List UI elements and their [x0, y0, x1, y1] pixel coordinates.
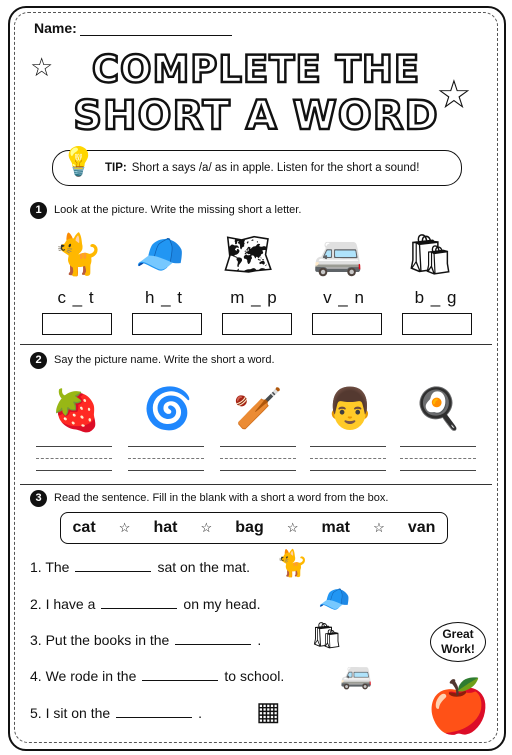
bubble-line-1: Great — [442, 627, 474, 641]
answer-box-5[interactable] — [402, 313, 472, 335]
cap-icon: 🧢 — [135, 232, 185, 277]
sentence-before: We rode in the — [45, 668, 137, 684]
write-line[interactable] — [400, 470, 476, 471]
sentence-before: The — [45, 559, 70, 575]
sentence-1 — [30, 559, 250, 575]
bag-icon: 🛍 — [310, 620, 344, 650]
sentence-before: I have a — [45, 596, 96, 612]
bag-icon: 🛍 — [404, 232, 456, 277]
write-line-guide — [36, 458, 112, 459]
fill-blank[interactable] — [101, 608, 177, 609]
bat-icon: 🏏 — [233, 386, 283, 431]
sentence-after: . — [198, 705, 203, 721]
write-line[interactable] — [310, 470, 386, 471]
write-line[interactable] — [400, 446, 476, 447]
sentence-number: 3. — [30, 632, 42, 648]
tip-text: Short a says /a/ as in apple. Listen for the short a sound! — [131, 162, 420, 174]
write-line-guide — [310, 458, 386, 459]
tip-label: TIP: — [105, 162, 127, 174]
word-4: v _ n — [323, 288, 365, 307]
van-icon: 🚐 — [340, 660, 373, 690]
tip-text-wrap — [105, 162, 419, 174]
word-bank-item: hat — [153, 519, 178, 536]
star-separator-icon: ☆ — [118, 520, 131, 535]
sentence-4 — [30, 668, 284, 684]
sentence-number: 4. — [30, 668, 42, 684]
sentence-number: 2. — [30, 596, 42, 612]
write-line[interactable] — [310, 446, 386, 447]
lightbulb-icon: 💡 — [61, 146, 96, 177]
write-line[interactable] — [220, 446, 296, 447]
star-separator-icon: ☆ — [200, 520, 213, 535]
section-1-number: 1 — [30, 202, 47, 219]
answer-box-3[interactable] — [222, 313, 292, 335]
write-line[interactable] — [36, 470, 112, 471]
cap-icon: 🧢 — [318, 584, 351, 614]
fill-blank[interactable] — [142, 680, 218, 681]
name-label: Name: — [34, 20, 77, 36]
map-icon: 🗺 — [222, 232, 274, 277]
name-field[interactable] — [80, 35, 232, 36]
sentence-before: I sit on the — [45, 705, 111, 721]
title-line-1: COMPLETE THE — [91, 48, 421, 91]
write-line[interactable] — [220, 470, 296, 471]
section-3-instruction: Read the sentence. Fill in the blank with a short a word from the box. — [54, 492, 389, 504]
write-line[interactable] — [36, 446, 112, 447]
word-bank-item: mat — [321, 519, 350, 536]
word-2: h _ t — [144, 288, 184, 307]
answer-box-2[interactable] — [132, 313, 202, 335]
bubble-line-2: Work! — [441, 642, 475, 656]
section-1-instruction: Look at the picture. Write the missing short a letter. — [54, 204, 302, 216]
title-line-2: SHORT A WORD — [73, 93, 439, 139]
sentence-after: to school. — [224, 668, 285, 684]
sentence-number: 5. — [30, 705, 42, 721]
fill-blank[interactable] — [116, 717, 192, 718]
cat-icon: 🐈 — [276, 548, 309, 578]
write-line-guide — [400, 458, 476, 459]
word-1: c _ t — [57, 288, 95, 307]
word-bank-item: van — [407, 519, 436, 536]
word-3: m _ p — [230, 288, 278, 307]
van-icon: 🚐 — [313, 232, 363, 277]
cat-icon: 🐈 — [53, 232, 103, 277]
star-icon: ☆ — [30, 52, 54, 82]
sentence-after: . — [257, 632, 262, 648]
worksheet-title — [60, 48, 452, 140]
word-bank — [60, 512, 448, 544]
sentence-5 — [30, 705, 202, 721]
write-line-guide — [220, 458, 296, 459]
fill-blank[interactable] — [75, 571, 151, 572]
word-bank-item: bag — [235, 519, 264, 536]
mat-icon: ▦ — [256, 696, 281, 726]
section-divider — [20, 484, 492, 485]
pan-icon: 🍳 — [413, 386, 463, 431]
write-line-guide — [128, 458, 204, 459]
sentence-before: Put the books in the — [45, 632, 170, 648]
section-2-number: 2 — [30, 352, 47, 369]
write-line[interactable] — [128, 446, 204, 447]
word-bank-item: cat — [72, 519, 96, 536]
section-divider — [20, 344, 492, 345]
sentence-2 — [30, 596, 260, 612]
jam-icon: 🍓 — [51, 388, 101, 433]
answer-box-4[interactable] — [312, 313, 382, 335]
section-2-instruction: Say the picture name. Write the short a word. — [54, 354, 275, 366]
write-line[interactable] — [128, 470, 204, 471]
sentence-after: on my head. — [183, 596, 261, 612]
word-5: b _ g — [414, 288, 458, 307]
sentence-3 — [30, 632, 261, 648]
answer-box-1[interactable] — [42, 313, 112, 335]
fill-blank[interactable] — [175, 644, 251, 645]
star-separator-icon: ☆ — [373, 520, 385, 535]
star-separator-icon: ☆ — [286, 520, 299, 535]
smiling-star-icon: ☆ — [436, 73, 472, 117]
man-icon: 👨 — [325, 386, 375, 431]
great-work-bubble — [430, 622, 486, 662]
sentence-after: sat on the mat. — [157, 559, 251, 575]
sentence-number: 1. — [30, 559, 42, 575]
fan-icon: 🌀 — [143, 386, 193, 431]
section-3-number: 3 — [30, 490, 47, 507]
apple-icon: 🍎 — [426, 678, 491, 736]
tip-box — [52, 146, 462, 186]
